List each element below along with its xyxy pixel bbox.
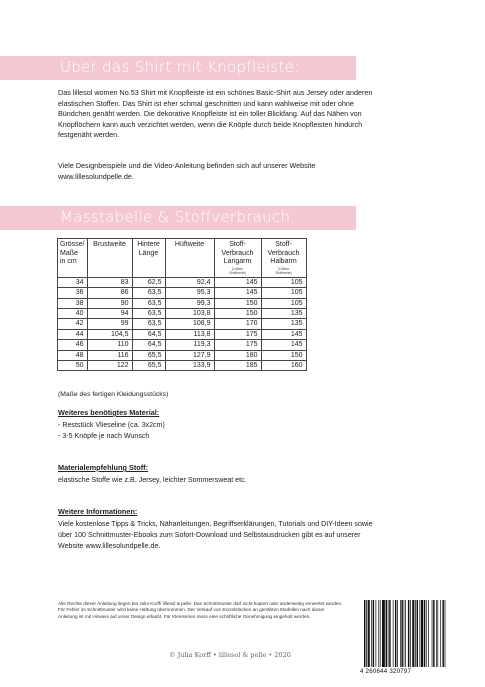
- website-line: www.lillesolundpelle.de.: [58, 171, 134, 181]
- table-cell: 113,8: [165, 329, 214, 339]
- description-line: elastischen Stoffen. Das Shirt ist eher schmal geschnitten und kann wahlweise mit oder ohne: [58, 98, 354, 108]
- table-cell: 116: [87, 350, 132, 360]
- material-heading: Weiteres benötigtes Material:: [58, 408, 160, 417]
- legal-line: Für Fehler im Schnittmuster wird keine Haftung übernommen. Der Verkauf von Einzelstücken an genähten Modellen nach dieser: [58, 607, 325, 613]
- description-line: Bündchen genäht werden. Die dekorative Knopfleiste ist ein toller Blickfang. Auf das Nähen von: [58, 109, 362, 119]
- table-header-row: [58, 239, 307, 278]
- table-cell: 83: [87, 277, 132, 287]
- barcode-bar: [400, 600, 401, 667]
- barcode-bar: [373, 600, 374, 667]
- table-cell: 104,5: [87, 329, 132, 339]
- table-cell: 175: [214, 329, 261, 339]
- table-cell: 46: [58, 340, 88, 350]
- table-cell: 95,3: [165, 288, 214, 298]
- barcode-bar: [401, 600, 402, 667]
- table-cell: 103,8: [165, 309, 214, 319]
- barcode-bar: [436, 600, 437, 667]
- table-row: [58, 350, 307, 360]
- barcode-bar: [366, 600, 367, 667]
- barcode-bar: [364, 600, 365, 667]
- table-cell: 50: [58, 361, 88, 371]
- section-banner: [0, 206, 356, 230]
- table-cell: 64,5: [132, 329, 165, 339]
- barcode-bar: [415, 600, 416, 667]
- barcode-bar: [412, 600, 414, 667]
- legal-line: Anleitung ist mit Hinweis auf unser Design erlaubt. Für Kleinserien muss eine schriftliche Genehmigung eingeholt werden.: [58, 613, 311, 619]
- description-paragraph: [58, 88, 443, 141]
- material-item: - Reststück Vlieseline (ca. 3x2cm): [58, 421, 165, 429]
- table-cell: 63,5: [132, 309, 165, 319]
- table-row: [58, 319, 307, 329]
- barcode-bar: [410, 600, 411, 667]
- header-fabric-long: Stoff- Verbrauch Langarm (146cm Stoffbreite): [214, 239, 261, 278]
- barcode: [360, 600, 456, 667]
- legal-line: Alle Rechte dieser Anleitung liegen bei Julia Korff/ lillesol & pelle. Das Schnittmuster darf nicht kopiert oder anderweitig verwertet werden.: [58, 601, 343, 606]
- barcode-bar: [428, 600, 429, 667]
- section-banner: [0, 56, 356, 80]
- material-item: - 3-5 Knöpfe je nach Wunsch: [58, 432, 150, 440]
- barcode-bar: [382, 600, 385, 667]
- barcode-bar: [442, 600, 443, 667]
- barcode-bar: [408, 600, 409, 667]
- barcode-bar: [404, 600, 405, 667]
- table-cell: 180: [214, 350, 261, 360]
- table-cell: 94: [87, 309, 132, 319]
- table-cell: 36: [58, 288, 88, 298]
- table-row: [58, 309, 307, 319]
- barcode-bar: [371, 600, 372, 667]
- barcode-bar: [417, 600, 418, 667]
- header-length: Hintere Länge: [132, 239, 165, 278]
- table-cell: 108,9: [165, 319, 214, 329]
- table-cell: 135: [261, 319, 306, 329]
- table-cell: 40: [58, 309, 88, 319]
- table-cell: 127,9: [165, 350, 214, 360]
- table-cell: 48: [58, 350, 88, 360]
- table-cell: 65,5: [132, 350, 165, 360]
- header-fabric-half: Stoff- Verbrauch Halbarm (146cm Stoffbreite): [261, 239, 306, 278]
- barcode-bar: [433, 600, 434, 667]
- barcode-bar: [426, 600, 427, 667]
- table-cell: 62,5: [132, 277, 165, 287]
- table-cell: 150: [214, 298, 261, 308]
- barcode-bar: [405, 600, 406, 667]
- barcode-bar: [389, 600, 390, 667]
- table-row: [58, 298, 307, 308]
- table-cell: 92,4: [165, 277, 214, 287]
- table-cell: 150: [261, 350, 306, 360]
- barcode-bar: [380, 600, 381, 667]
- barcode-bar: [432, 600, 433, 667]
- header-size: Grösse/ Maße in cm: [58, 239, 88, 278]
- table-cell: 86: [87, 288, 132, 298]
- table-cell: 63,5: [132, 288, 165, 298]
- table-cell: 145: [214, 277, 261, 287]
- fabric-heading: Materialempfehlung Stoff:: [58, 463, 148, 472]
- table-cell: 105: [261, 298, 306, 308]
- table-cell: 65,5: [132, 361, 165, 371]
- table-cell: 63,5: [132, 319, 165, 329]
- table-cell: 133,9: [165, 361, 214, 371]
- fabric-text: elastische Stoffe wie z.B. Jersey, leichter Sommersweat etc.: [58, 476, 247, 484]
- description-line: festgenäht werden.: [58, 130, 120, 140]
- barcode-bar: [388, 600, 389, 667]
- table-cell: 185: [214, 361, 261, 371]
- barcode-bar: [437, 600, 438, 667]
- barcode-bar: [419, 600, 420, 667]
- description-line: Knopflöchern kann auch verzichtet werden, wenn die Knöpfe durch beide Knopfleisten hindurch: [58, 119, 363, 129]
- section-title-shirt: Über das Shirt mit Knopfleiste:: [60, 58, 300, 76]
- table-cell: 99,3: [165, 298, 214, 308]
- barcode-bar: [445, 600, 446, 667]
- description-line: Das lillesol women No.53 Shirt mit Knopfleiste ist ein schönes Basic-Shirt aus Jersey oder anderen: [58, 88, 373, 97]
- table-cell: 99: [87, 319, 132, 329]
- barcode-bar: [421, 600, 423, 667]
- table-row: [58, 340, 307, 350]
- barcode-bar: [397, 600, 398, 667]
- barcode-bar: [393, 600, 394, 667]
- website-line: Viele Designbeispiele und die Video-Anleitung befinden sich auf unserer Website: [58, 161, 316, 170]
- table-cell: 34: [58, 277, 88, 287]
- table-cell: 135: [261, 309, 306, 319]
- website-paragraph: [58, 161, 443, 182]
- table-row: [58, 329, 307, 339]
- header-brust: Brustweite: [87, 239, 132, 278]
- table-cell: 110: [87, 340, 132, 350]
- copyright-footer: © Julia Korff • lillesol & pelle • 2020: [169, 651, 291, 659]
- barcode-bar: [424, 600, 425, 667]
- table-cell: 90: [87, 298, 132, 308]
- info-heading: Weitere Informationen:: [58, 507, 138, 516]
- table-cell: 105: [261, 288, 306, 298]
- table-cell: 105: [261, 277, 306, 287]
- table-cell: 150: [214, 309, 261, 319]
- barcode-bar: [440, 600, 441, 667]
- barcode-bar: [386, 600, 387, 667]
- barcode-bar: [368, 600, 370, 667]
- table-cell: 42: [58, 319, 88, 329]
- table-row: [58, 361, 307, 371]
- info-line: Viele kostenlose Tipps & Tricks, Nähanleitungen, Begriffserklärungen, Tutorials und DIY-Ideen sowie: [58, 520, 373, 528]
- info-line: Website www.lillesolundpelle.de.: [58, 542, 161, 550]
- barcode-bar: [378, 600, 379, 667]
- table-cell: 170: [214, 319, 261, 329]
- barcode-bar: [395, 600, 396, 667]
- table-row: [58, 277, 307, 287]
- table-cell: 145: [261, 329, 306, 339]
- table-cell: 160: [261, 361, 306, 371]
- header-hip: Hüftweite: [165, 239, 214, 278]
- table-cell: 63,5: [132, 298, 165, 308]
- table-cell: 122: [87, 361, 132, 371]
- size-table: [57, 238, 307, 371]
- barcode-bar: [376, 600, 377, 667]
- barcode-number: 4 260644 320797: [360, 668, 412, 675]
- table-cell: 38: [58, 298, 88, 308]
- table-cell: 119,3: [165, 340, 214, 350]
- table-cell: 44: [58, 329, 88, 339]
- table-cell: 175: [214, 340, 261, 350]
- table-cell: 64,5: [132, 340, 165, 350]
- table-cell: 145: [214, 288, 261, 298]
- table-note: (Maße des fertigen Kleidungsstücks): [58, 391, 169, 398]
- section-title-measurements: Masstabelle & Stoffverbrauch:: [60, 208, 296, 226]
- table-row: [58, 288, 307, 298]
- table-cell: 145: [261, 340, 306, 350]
- info-line: über 100 Schnittmuster-Ebooks zum Sofort-Download und Selbstausdrucken gibt es auf unserer: [58, 531, 361, 539]
